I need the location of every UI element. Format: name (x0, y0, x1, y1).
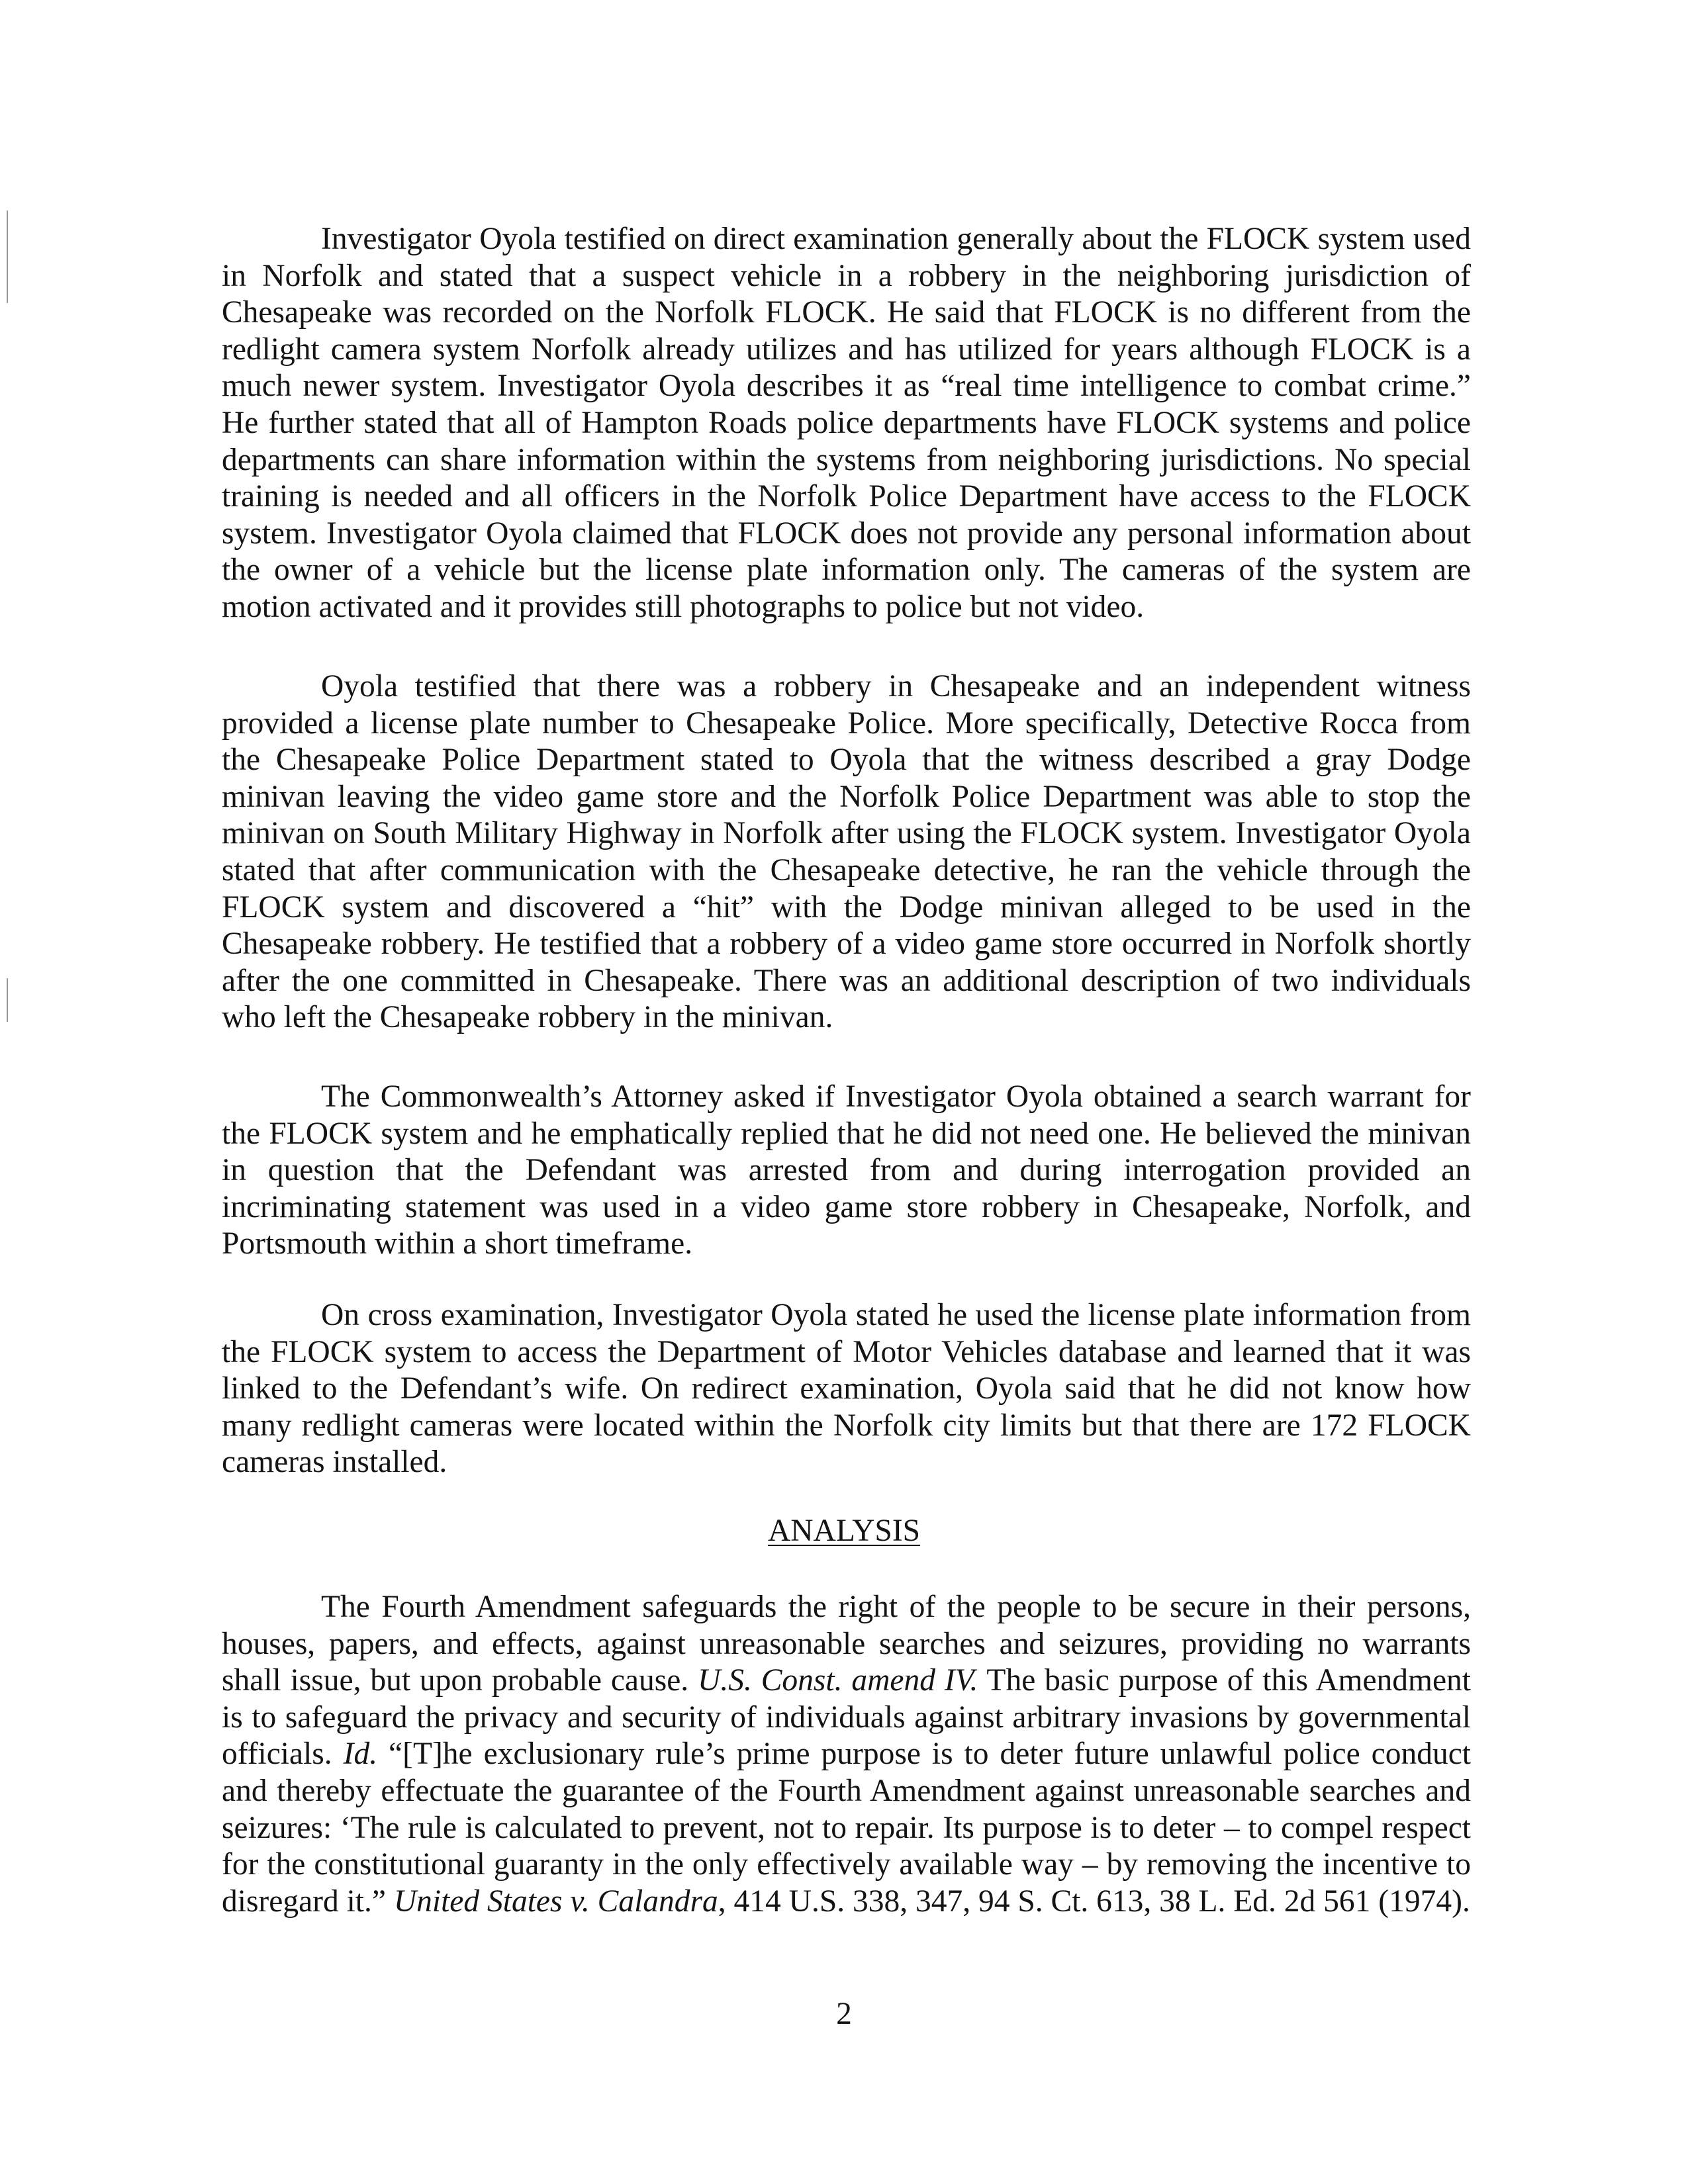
section-heading-text: ANALYSIS (767, 1514, 921, 1548)
body-paragraph: Oyola testified that there was a robbery in Chesapeake and an independent witness provided a license plate number to Chesapeake Police. More specifically, Detective Rocca from the Chesapeake Police Department stated to Oyola that the witness described a gray Dodge minivan leaving the video game store and the Norfolk Police Department was able to stop the minivan on South Military Highway in Norfolk after using the FLOCK system. Investigator Oyola stated that after communication with the Chesapeake detective, he ran the vehicle through the FLOCK system and discovered a “hit” with the Dodge minivan alleged to be used in the Chesapeake robbery. He testified that a robbery of a video game store occurred in Norfolk shortly after the one committed in Chesapeake. There was an additional description of two individuals who left the Chesapeake robbery in the minivan. (222, 669, 1471, 1035)
section-heading (0, 1513, 1688, 1550)
scan-margin-mark (7, 978, 8, 1022)
body-paragraph: On cross examination, Investigator Oyola stated he used the license plate information from the FLOCK system to access the Department of Motor Vehicles database and learned that it was linked to the Defendant’s wife. On redirect examination, Oyola said that he did not know how many redlight cameras were located within the Norfolk city limits but that there are 172 FLOCK cameras installed. (222, 1298, 1471, 1480)
analysis-text: , 414 U.S. 338, 347, 94 S. Ct. 613, 38 L. Ed. 2d 561 (1974). (718, 1884, 1470, 1919)
body-paragraph: Investigator Oyola testified on direct examination generally about the FLOCK system used in Norfolk and stated that a suspect vehicle in a robbery in the neighboring jurisdiction of Chesapeake was recorded on the Norfolk FLOCK. He said that FLOCK is no different from the redlight camera system Norfolk already utilizes and has utilized for years although FLOCK is a much newer system. Investigator Oyola describes it as “real time intelligence to combat crime.” He further stated that all of Hampton Roads police departments have FLOCK systems and police departments can share information within the systems from neighboring jurisdictions. No special training is needed and all officers in the Norfolk Police Department have access to the FLOCK system. Investigator Oyola claimed that FLOCK does not provide any personal information about the owner of a vehicle but the license plate information only. The cameras of the system are motion activated and it provides still photographs to police but not video. (222, 222, 1471, 624)
analysis-text: “[T]he exclusionary rule’s prime purpose is to deter future unlawful police conduct and thereby effectuate the guarantee of the Fourth Amendment against unreasonable searches and seizures: ‘The rule is calculated to prevent, not to repair. Its purpose is to deter – to compel respect for the constitutional guaranty in the only effectively available way – by removing the incentive to disregard it.” (222, 1737, 1471, 1919)
case-citation: U.S. Const. amend IV. (698, 1663, 978, 1698)
analysis-text: The basic purpose of this Amendment is to safeguard the privacy and security of individuals against arbitrary invasions by governmental officials. (222, 1663, 1471, 1772)
page-number: 2 (836, 1997, 852, 2031)
analysis-paragraph (222, 1589, 1471, 1920)
analysis-text: The Fourth Amendment safeguards the right of the people to be secure in their persons, houses, papers, and effects, against unreasonable searches and seizures, providing no warrants shall issue, but upon probable cause. (222, 1590, 1471, 1698)
scan-margin-mark (7, 210, 8, 303)
case-citation: Id. (343, 1737, 378, 1772)
body-paragraph: The Commonwealth’s Attorney asked if Investigator Oyola obtained a search warrant for the FLOCK system and he emphatically replied that he did not need one. He believed the minivan in question that the Defendant was arrested from and during interrogation provided an incriminating statement was used in a video game store robbery in Chesapeake, Norfolk, and Portsmouth within a short timeframe. (222, 1079, 1471, 1261)
case-citation: United States v. Calandra (393, 1884, 718, 1919)
